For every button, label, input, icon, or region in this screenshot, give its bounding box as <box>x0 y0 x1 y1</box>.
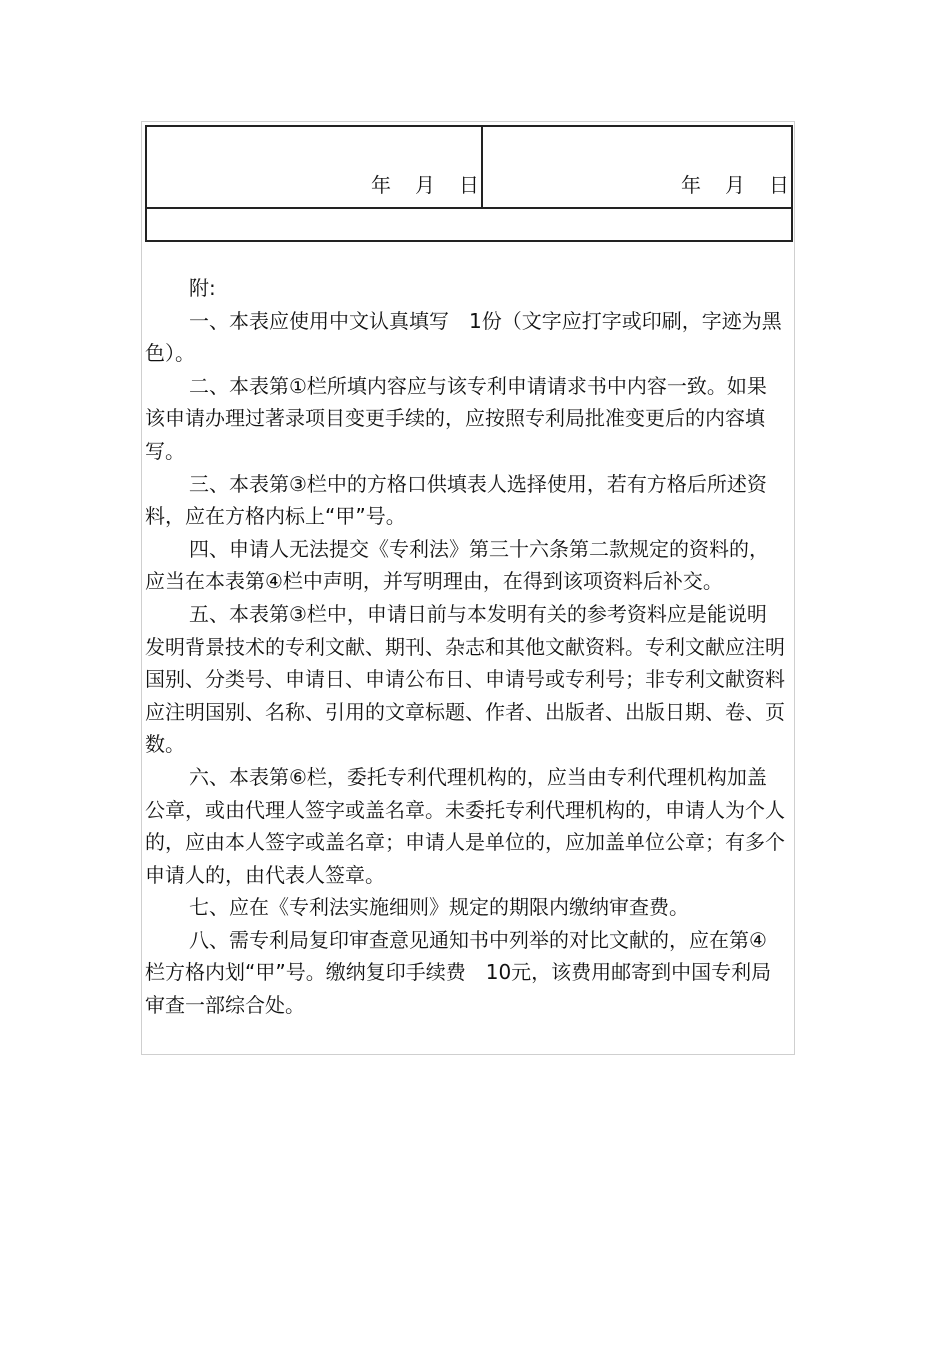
left-date-cell[interactable] <box>147 127 483 207</box>
right-date-cell[interactable] <box>483 127 791 207</box>
empty-row[interactable] <box>147 209 791 240</box>
right-date-day: 日 <box>769 173 789 197</box>
left-date <box>371 169 479 198</box>
note-6: 六、本表第⑥栏，委托专利代理机构的，应当由专利代理机构加盖公章，或由代理人签字或盖名章。未委托专利代理机构的，申请人为个人的，应由本人签字或盖名章；申请人是单位的，应加盖单位公章；有多个申请人的，由代表人签章。 <box>145 764 785 887</box>
left-date-month: 月 <box>415 173 435 197</box>
note-3: 三、本表第③栏中的方格口供填表人选择使用，若有方格后所述资料，应在方格内标上“甲”号。 <box>145 471 767 529</box>
right-date <box>681 169 789 198</box>
note-4: 四、申请人无法提交《专利法》第三十六条第二款规定的资料的，应当在本表第④栏中声明，并写明理由，在得到该项资料后补交。 <box>145 536 769 594</box>
signature-date-table <box>145 125 793 242</box>
note-8: 八、需专利局复印审查意见通知书中列举的对比文献的，应在第④栏方格内划“甲”号。缴纳复印手续费 10元，该费用邮寄到中国专利局审查一部综合处。 <box>145 927 772 1018</box>
note-5: 五、本表第③栏中，申请日前与本发明有关的参考资料应是能说明发明背景技术的专利文献、期刊、杂志和其他文献资料。专利文献应注明国别、分类号、申请日、申请公布日、申请号或专利号；非专利文献资料应注明国别、名称、引用的文章标题、作者、出版者、出版日期、卷、页数。 <box>145 601 785 757</box>
note-1: 一、本表应使用中文认真填写 1份（文字应打字或印刷，字迹为黑色）。 <box>145 308 782 366</box>
notes-section <box>145 272 785 1022</box>
notes-heading: 附: <box>189 276 216 300</box>
note-2: 二、本表第①栏所填内容应与该专利申请请求书中内容一致。如果该申请办理过著录项目变更手续的，应按照专利局批准变更后的内容填写。 <box>145 373 767 463</box>
left-date-day: 日 <box>459 173 479 197</box>
note-7: 七、应在《专利法实施细则》规定的期限内缴纳审查费。 <box>189 895 689 920</box>
left-date-year: 年 <box>371 173 391 197</box>
date-row <box>147 127 791 209</box>
right-date-month: 月 <box>725 173 745 197</box>
right-date-year: 年 <box>681 173 701 197</box>
